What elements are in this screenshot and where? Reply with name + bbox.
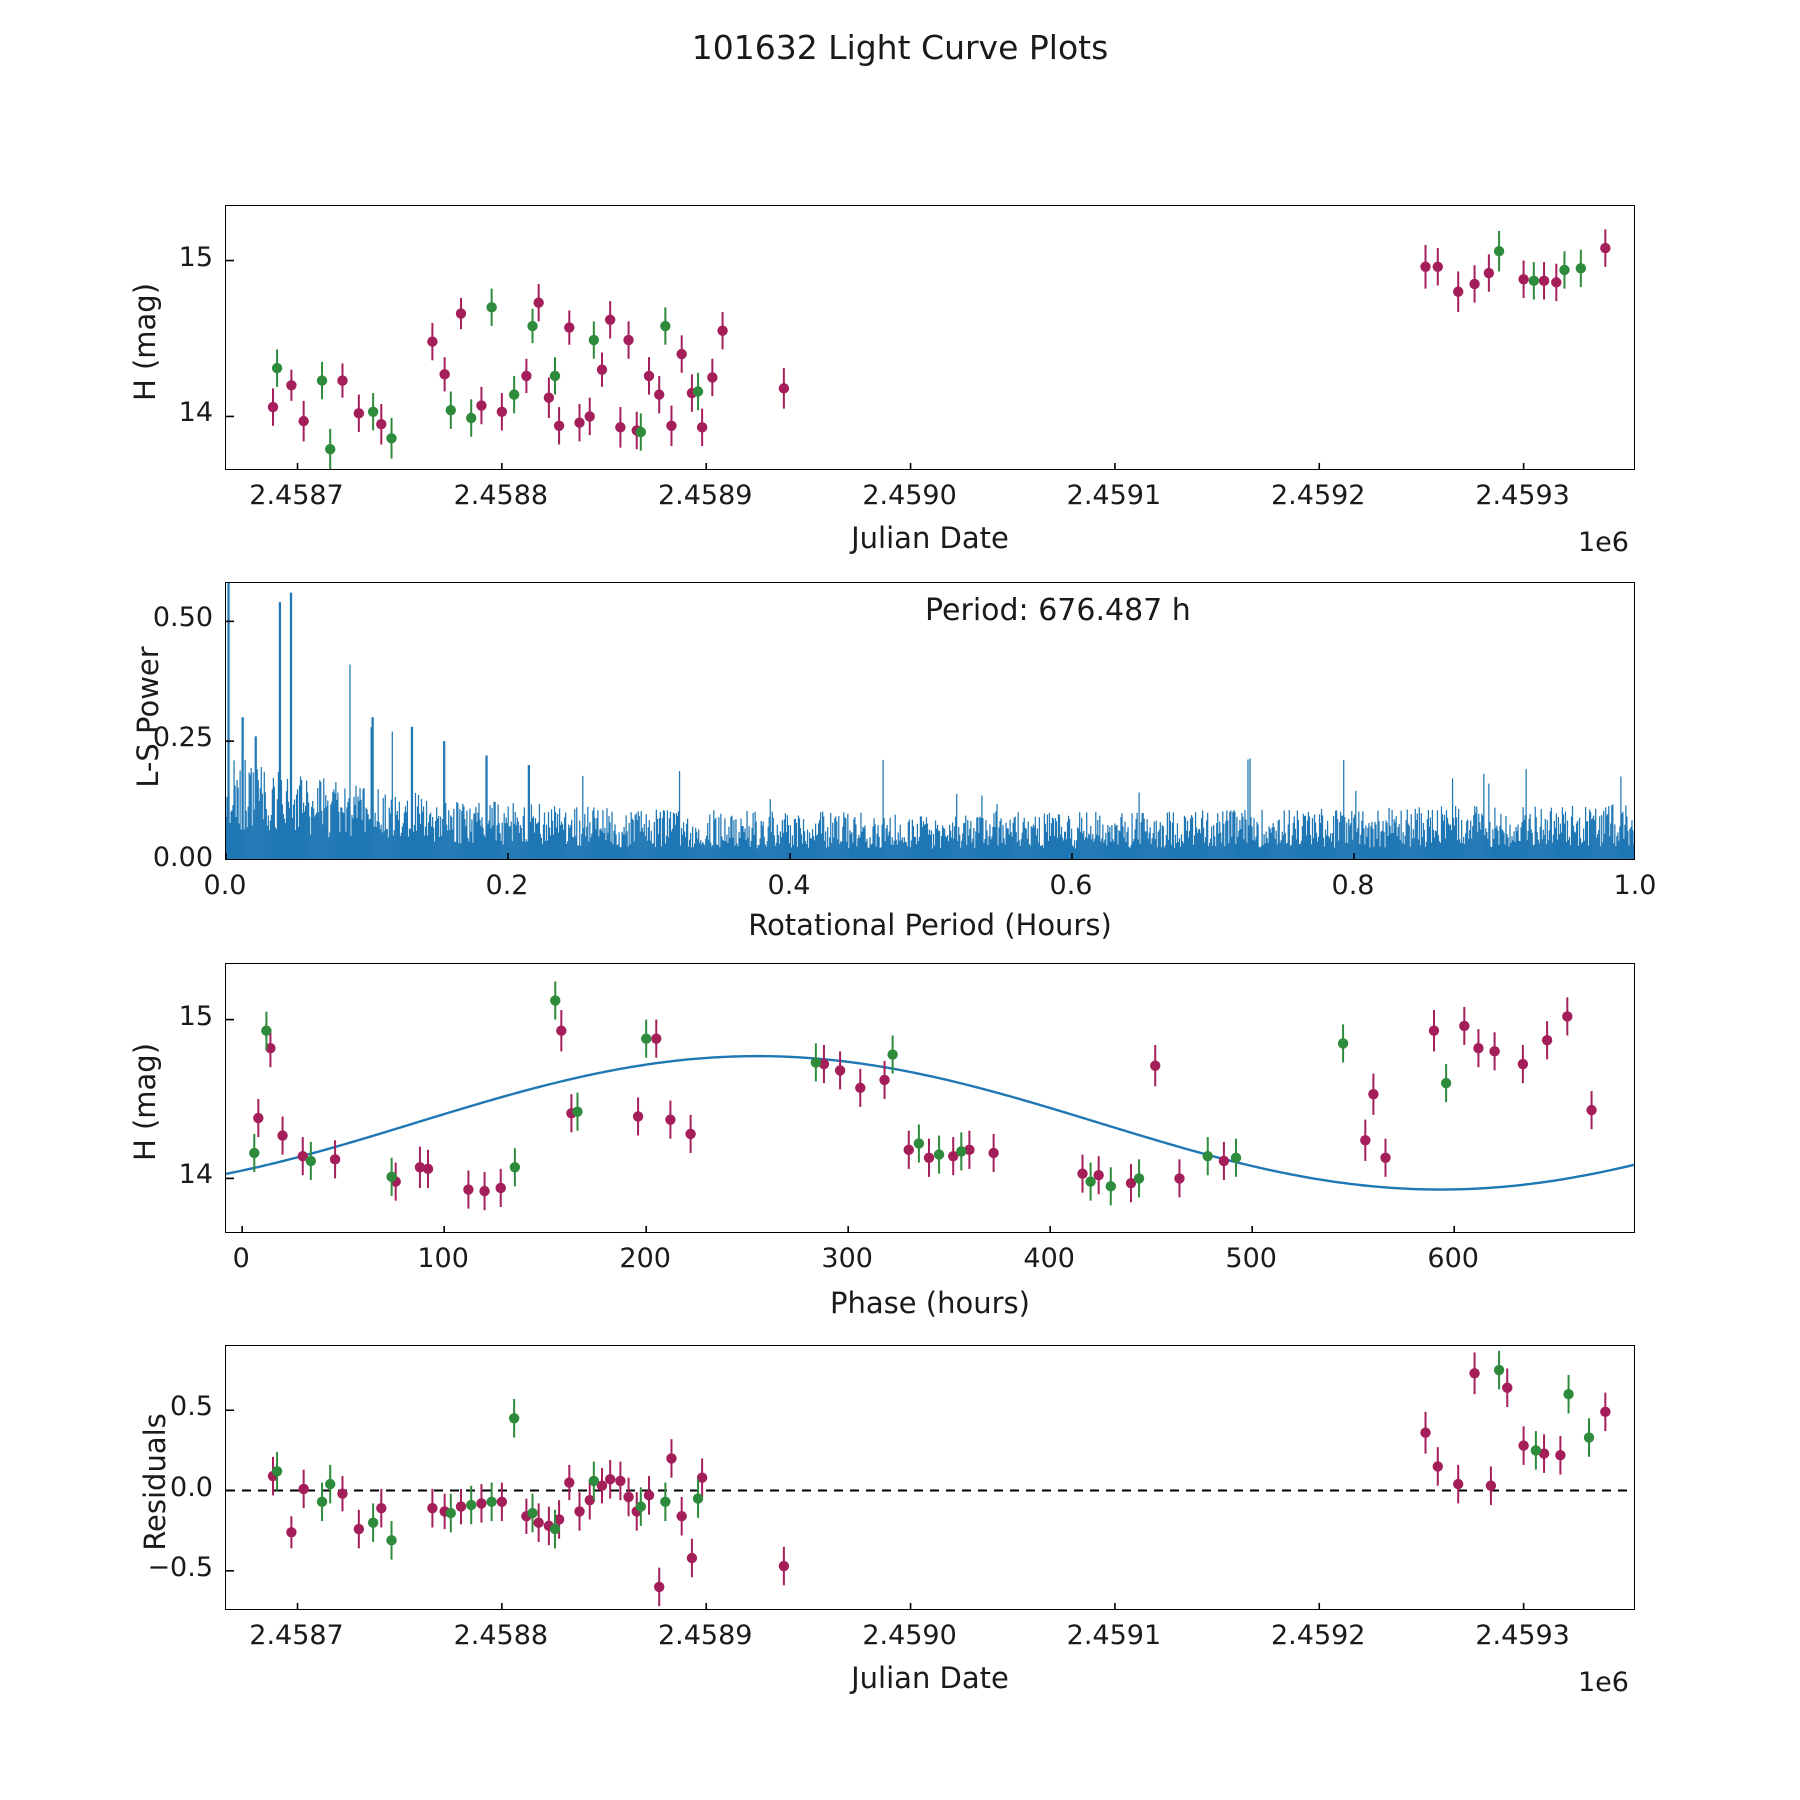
plot-area-phase-folded [226, 964, 1635, 1233]
axis-label-y-residuals: Residuals [138, 1413, 172, 1551]
axes-light-curve [225, 205, 1635, 470]
x-tick-label: 300 [821, 1243, 873, 1274]
x-tick-label: 2.4589 [657, 480, 753, 511]
x-tick-label: 2.4593 [1475, 480, 1570, 511]
plot-area-light-curve [226, 206, 1635, 470]
y-tick-label: 0.0 [170, 1471, 213, 1503]
axis-label-x-phase-folded: Phase (hours) [830, 1286, 1030, 1320]
x-tick-label: 2.4588 [453, 1620, 549, 1651]
y-tick-label: 15 [178, 241, 213, 273]
y-tick-label: 0.00 [152, 842, 213, 873]
y-tick-label: 0.50 [152, 602, 213, 634]
x-tick-label: 2.4593 [1475, 1620, 1570, 1651]
axis-label-x-light-curve: Julian Date [851, 521, 1009, 555]
y-tick-label: 15 [178, 1000, 213, 1032]
plot-area-residuals [226, 1346, 1635, 1610]
y-tick-label: 14 [178, 1159, 213, 1191]
page-title: 101632 Light Curve Plots [691, 28, 1109, 67]
axis-label-y-light-curve: H (mag) [128, 282, 162, 402]
x-tick-label: 2.4589 [657, 1620, 753, 1651]
axis-label-y-periodogram: L-S Power [131, 646, 165, 788]
y-tick-label: 0.5 [170, 1391, 213, 1423]
x-tick-label: 2.4591 [1066, 480, 1162, 511]
x-tick-label: 2.4590 [862, 480, 957, 511]
axis-offset-residuals: 1e6 [1578, 1667, 1629, 1698]
y-tick-label: 0.25 [152, 722, 213, 754]
x-tick-label: 0.2 [485, 870, 529, 901]
axis-label-x-residuals: Julian Date [851, 1661, 1009, 1695]
y-tick-label: 14 [178, 397, 213, 429]
x-tick-label: 2.4587 [249, 480, 344, 511]
axis-label-x-periodogram: Rotational Period (Hours) [748, 908, 1112, 942]
x-tick-label: 0.6 [1049, 870, 1093, 901]
period-annotation: Period: 676.487 h [925, 593, 1191, 628]
x-tick-label: 2.4592 [1271, 480, 1366, 511]
x-tick-label: 500 [1225, 1243, 1277, 1274]
axes-residuals [225, 1345, 1635, 1610]
x-tick-label: 2.4590 [862, 1620, 957, 1651]
y-tick-label: −0.5 [147, 1551, 213, 1583]
axis-label-y-phase-folded: H (mag) [128, 1042, 162, 1162]
x-tick-label: 0.8 [1331, 870, 1375, 901]
x-tick-label: 0.4 [767, 870, 811, 901]
x-tick-label: 0.0 [203, 870, 247, 901]
x-tick-label: 2.4588 [453, 480, 549, 511]
axis-offset-light-curve: 1e6 [1578, 527, 1629, 558]
x-tick-label: 0 [232, 1243, 250, 1274]
x-tick-label: 400 [1023, 1243, 1075, 1274]
x-tick-label: 2.4592 [1271, 1620, 1366, 1651]
x-tick-label: 100 [417, 1243, 469, 1274]
axes-phase-folded [225, 963, 1635, 1233]
x-tick-label: 600 [1427, 1243, 1479, 1274]
x-tick-label: 200 [619, 1243, 671, 1274]
x-tick-label: 1.0 [1613, 870, 1657, 901]
x-tick-label: 2.4587 [249, 1620, 344, 1651]
x-tick-label: 2.4591 [1066, 1620, 1162, 1651]
